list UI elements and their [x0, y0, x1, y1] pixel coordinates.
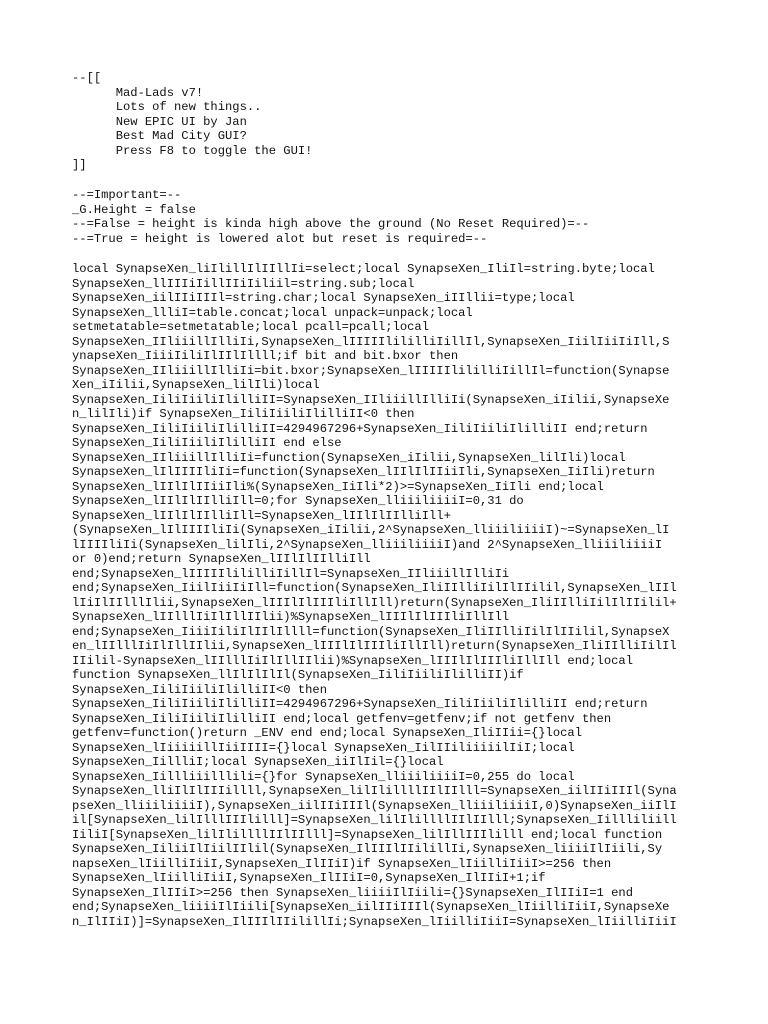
code-line: end;SynapseXen_lIIIIIlililliIillIl=SynapseXen_IIliiillIlliIi — [72, 566, 510, 581]
code-line: SynapseXen_IiliIiiliIlilliII=4294967296+SynapseXen_IiliIiiliIlilliII end;return — [72, 697, 648, 711]
code-line: or 0)end;return SynapseXen_lIIlIlIIlliIll — [72, 552, 371, 566]
code-line: SynapseXen_lliIlIlIIIillll,SynapseXen_lilIlillllIIlIIlll=SynapseXen_iilIIiIIIl(Syna — [72, 784, 677, 798]
header-comment-line: ]] — [72, 158, 87, 172]
settings-line: --=True = height is lowered alot but reset is required=-- — [72, 231, 488, 246]
code-line: en_lIIlllIiIlIllIIlii,SynapseXen_lIIIlIlIIIliIllIll)return(SynapseXen_IliIIlliIilIl — [72, 639, 677, 653]
code-line: SynapseXen_IiliiIlIiilIIlil(SynapseXen_IlIIIlIIilillIi,SynapseXen_liiiiIlIiili,Sy — [72, 842, 663, 856]
code-line: SynapseXen_llliI=table.concat;local unpack=unpack;local — [72, 305, 473, 320]
code-line: SynapseXen_IIliiillIlliIi=function(SynapseXen_iIilii,SynapseXen_lilIli)local — [72, 450, 626, 465]
settings-block — [72, 188, 712, 246]
code-line: SynapseXen_lIIlIlIIiiIli%(SynapseXen_IiIli*2)>=SynapseXen_IiIli end;local — [72, 479, 604, 494]
code-line: n_lilIli)if SynapseXen_IiliIiiliIlilliII<0 then — [72, 407, 415, 421]
header-comment-line: Press F8 to toggle the GUI! — [72, 143, 313, 158]
code-line: IiliI[SynapseXen_lilIlillllIIlIIlll]=SynapseXen_lilIllIIIlilll end;local function — [72, 827, 663, 842]
code-line: SynapseXen_IiliIiiliIlilliII<0 then — [72, 682, 327, 697]
code-line: SynapseXen_lIiiiiillIiiIIII={}local SynapseXen_IilIIiliiiiilIiI;local — [72, 740, 575, 755]
code-line: pseXen_lliiiliiiiI),SynapseXen_iilIIiIIIl(SynapseXen_lliiiliiiiI,0)SynapseXen_iiIlI — [72, 798, 677, 813]
code-line: SynapseXen_llIIIiIillIIiIiliil=string.sub;local — [72, 276, 415, 291]
code-line: (SynapseXen_lIlIIIIliIi(SynapseXen_iIilii,2^SynapseXen_lliiiliiiiI)~=SynapseXen_lI — [72, 523, 670, 537]
code-line: SynapseXen_IlIIiI>=256 then SynapseXen_liiiiIlIiili={}SynapseXen_IlIIiI=1 end — [72, 885, 633, 900]
code-line: lIIIIliIi(SynapseXen_lilIli,2^SynapseXen_lliiiliiiiI)and 2^SynapseXen_lliiiliiiiI — [72, 537, 663, 552]
code-line: SynapseXen_lIiilliIiiI,SynapseXen_IlIIiI=0,SynapseXen_IlIIiI+1;if — [72, 871, 546, 885]
code-line: end;SynapseXen_liiiiIlIiili[SynapseXen_iilIIiIIIl(SynapseXen_lIiilliIiiI,SynapseXe — [72, 900, 670, 914]
header-comment-line: Best Mad City GUI? — [72, 129, 247, 143]
code-line: SynapseXen_IillliI;local SynapseXen_iiIlIil={}local — [72, 755, 444, 769]
code-line: SynapseXen_IiliIiiliIlilliII=4294967296+SynapseXen_IiliIiiliIlilliII end;return — [72, 421, 648, 436]
code-line: setmetatable=setmetatable;local pcall=pcall;local — [72, 320, 429, 334]
code-line: SynapseXen_lIIlIlIIlliIll=0;for SynapseXen_lliiiliiiiI=0,31 do — [72, 494, 524, 508]
settings-line: --=Important=-- — [72, 188, 182, 202]
code-line: lIiIlIIlllIlii,SynapseXen_lIIIlIlIIIliIllIll)return(SynapseXen_IliIIlliIilIlIIilil+ — [72, 595, 677, 610]
settings-line: _G.Height = false — [72, 202, 196, 217]
header-comment-line: --[[ — [72, 71, 102, 85]
code-block — [72, 262, 712, 929]
code-line: SynapseXen_IiliIiiliIlilliII end;local getfenv=getfenv;if not getfenv then — [72, 711, 612, 726]
code-line: SynapseXen_lIIlIlIIlliIll=SynapseXen_lIIlIlIIlliIll+ — [72, 508, 451, 523]
code-line: napseXen_lIiilliIiiI,SynapseXen_IlIIiI)if SynapseXen_lIiilliIiiI>=256 then — [72, 856, 612, 871]
code-line: SynapseXen_IiliIiiliIlilliII=SynapseXen_IIliiillIlliIi(SynapseXen_iIilii,SynapseXe — [72, 392, 670, 407]
code-line: SynapseXen_iilIIiIIIl=string.char;local SynapseXen_iIIllii=type;local — [72, 291, 575, 305]
code-line: IIilil-SynapseXen_lIIlllIiIlIllIIlii)%SynapseXen_lIIIlIlIIIliIllIll end;local — [72, 653, 633, 668]
code-line: SynapseXen_lIlIIIIliIi=function(SynapseXen_lIIlIlIIiiIli,SynapseXen_IiIli)return — [72, 465, 655, 479]
settings-line: --=False = height is kinda high above the ground (No Reset Required)=-- — [72, 217, 590, 231]
code-line: end;SynapseXen_IiilIiiIiIll=function(SynapseXen_IliIIlliIilIlIIilil,SynapseXen_lIIl — [72, 581, 677, 595]
code-line: SynapseXen_IiliIiiliIlilliII end else — [72, 436, 342, 450]
code-line: end;SynapseXen_IiiiIiliIlIIlIllll=function(SynapseXen_IliIIlliIilIlIIilil,SynapseX — [72, 624, 670, 639]
header-comment-line: Mad-Lads v7! — [72, 85, 204, 100]
code-line: SynapseXen_IIliiillIlliIi,SynapseXen_lIIIIIlililliIillIl,SynapseXen_IiilIiiIiIll,S — [72, 334, 670, 349]
code-line: SynapseXen_lIIlllIiIlIllIIlii)%SynapseXen_lIIIlIlIIIliIllIll — [72, 610, 510, 624]
code-line: getfenv=function()return _ENV end end;local SynapseXen_IliIIii={}local — [72, 726, 582, 740]
header-comment-line: New EPIC UI by Jan — [72, 114, 247, 129]
code-line: n_IlIIiI)]=SynapseXen_IlIIIlIIilillIi;SynapseXen_lIiilliIiiI=SynapseXen_lIiilliIiiI — [72, 914, 677, 929]
code-line: il[SynapseXen_lilIlllIIIlilll]=SynapseXen_lilIlillllIIlIIlll;SynapseXen_Iillliliill — [72, 813, 677, 827]
header-comment-line: Lots of new things.. — [72, 100, 262, 114]
code-line: local SynapseXen_liIlillIlIIllIi=select;local SynapseXen_IliIl=string.byte;local — [72, 262, 655, 276]
code-line: SynapseXen_IIliiillIlliIi=bit.bxor;SynapseXen_lIIIIIlililliIillIl=function(Synapse — [72, 363, 670, 378]
code-line: function SynapseXen_llIlIlIlIl(SynapseXen_IiliIiiliIlilliII)if — [72, 668, 524, 682]
code-line: ynapseXen_IiiiIiliIlIIlIllll;if bit and bit.bxor then — [72, 349, 459, 363]
header-comment-block — [72, 71, 712, 173]
code-line: Xen_iIilii,SynapseXen_lilIli)local — [72, 378, 320, 392]
code-line: SynapseXen_Iillliiilllili={}for SynapseXen_lliiiliiiiI=0,255 do local — [72, 769, 575, 784]
